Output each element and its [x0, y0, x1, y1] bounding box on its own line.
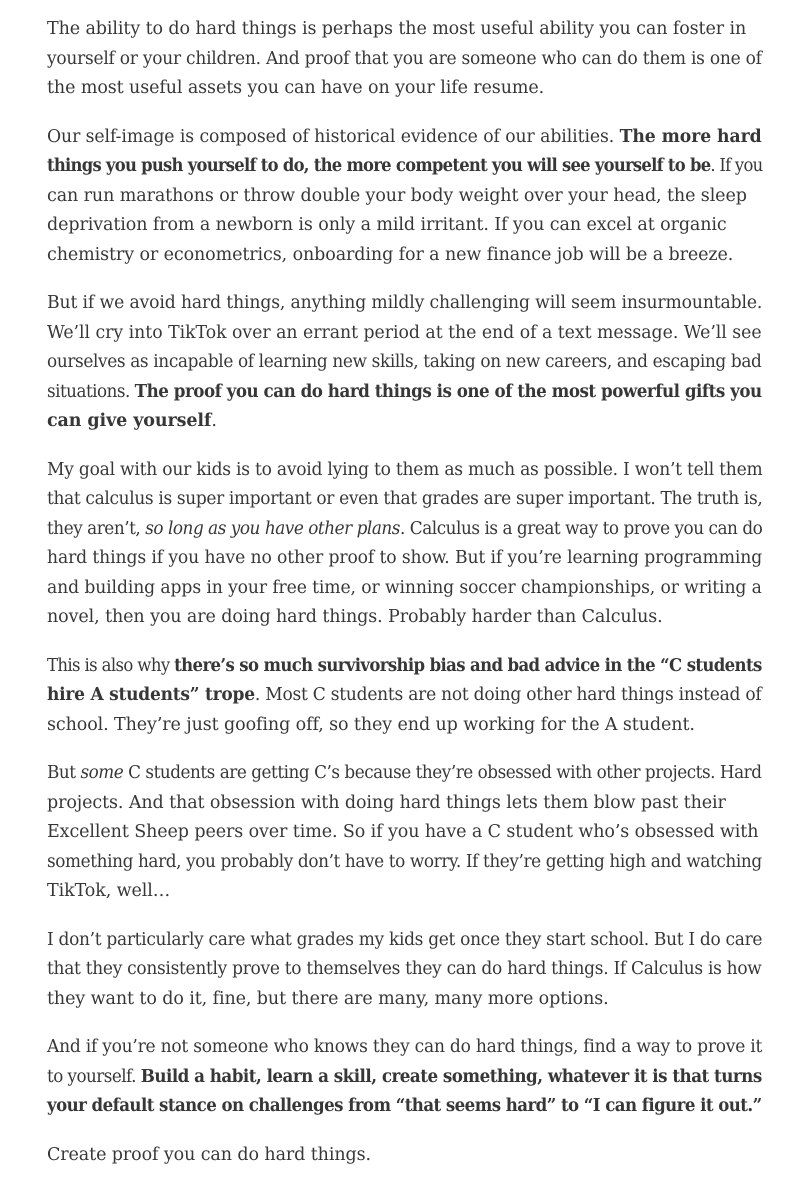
bold-text: The more hard	[619, 126, 762, 147]
text-line	[47, 515, 763, 545]
text-line: Excellent Sheep peers over time. So if you have a C student who’s obsessed with	[47, 822, 759, 842]
text-line: chemistry or econometrics, onboarding for a new finance job will be a breeze.	[47, 244, 734, 265]
paragraph-8	[47, 1033, 762, 1122]
text-line: the most useful assets you can have on your life resume.	[47, 78, 545, 98]
bold-text: there’s so much survivorship bias and bad advice in the “C students	[174, 655, 762, 676]
text-line: that calculus is super important or even that grades are super important. The truth is,	[47, 489, 763, 509]
italic-text: so long as you have other plans	[145, 518, 400, 539]
paragraph-6	[47, 759, 762, 907]
text-line	[47, 681, 762, 711]
paragraph-2	[47, 123, 762, 271]
text-line	[47, 652, 762, 682]
paragraph-5	[47, 652, 762, 741]
text-line	[47, 407, 762, 437]
text-span: to yourself.	[47, 1066, 141, 1087]
paragraph-1	[47, 15, 762, 104]
text-line	[47, 123, 762, 153]
text-span: situations.	[47, 381, 135, 402]
text-line: deprivation from a newborn is only a mild irritant. If you can excel at organic	[47, 215, 727, 235]
text-span: But	[47, 763, 81, 783]
text-span: .	[211, 411, 217, 431]
text-line: ourselves as incapable of learning new skills, taking on new careers, and escaping bad	[47, 352, 762, 372]
paragraph-7	[47, 926, 762, 1015]
bold-text: your default stance on challenges from “that seems hard” to “I can figure it out.”	[47, 1096, 762, 1116]
text-line: something hard, you probably don’t have to worry. If they’re getting high and watching	[47, 851, 762, 872]
text-line	[47, 1092, 762, 1122]
text-line: We’ll cry into TikTok over an errant period at the end of a text message. We’ll see	[47, 322, 762, 343]
text-line: yourself or your children. And proof that you are someone who can do them is one of	[47, 48, 762, 69]
text-line	[47, 1063, 762, 1093]
text-line: And if you’re not someone who knows they can do hard things, find a way to prove it	[47, 1037, 763, 1057]
text-line: that they consistently prove to themselves they can do hard things. If Calculus is how	[47, 959, 762, 979]
text-line: My goal with our kids is to avoid lying to them as much as possible. I won’t tell them	[47, 459, 763, 480]
article-body	[47, 15, 762, 1189]
text-line: The ability to do hard things is perhaps the most useful ability you can foster in	[47, 19, 747, 39]
text-line: Create proof you can do hard things.	[47, 1144, 371, 1165]
bold-text: hire A students” trope	[47, 685, 255, 705]
text-line: hard things if you have no other proof to show. But if you’re learning programming	[47, 548, 763, 568]
text-line	[47, 378, 762, 408]
text-line: But if we avoid hard things, anything mildly challenging will seem insurmountable.	[47, 293, 763, 313]
text-line	[47, 152, 763, 182]
text-line: can run marathons or throw double your body weight over your head, the sleep	[47, 185, 747, 206]
text-line: school. They’re just goofing off, so they end up working for the A student.	[47, 714, 695, 735]
text-span: . Most C students are not doing other hard things instead of	[254, 685, 762, 705]
paragraph-4	[47, 456, 762, 633]
bold-text: Build a habit, learn a skill, create something, whatever it is that turns	[140, 1066, 762, 1087]
text-span: . Calculus is a great way to prove you can do	[399, 518, 763, 539]
paragraph-3	[47, 289, 762, 437]
text-span: Our self-image is composed of historical evidence of our abilities.	[47, 126, 620, 147]
paragraph-9	[47, 1141, 762, 1171]
text-span: . If you	[710, 156, 763, 176]
text-span: C students are getting C’s because they’re obsessed with other projects. Hard	[123, 763, 762, 783]
text-line: I don’t particularly care what grades my kids get once they start school. But I do care	[47, 929, 763, 950]
bold-text: The proof you can do hard things is one of the most powerful gifts you	[134, 381, 762, 402]
text-span: they aren’t,	[47, 518, 146, 539]
text-span: This is also why	[47, 655, 175, 676]
bold-text: can give yourself	[47, 411, 212, 431]
text-line: novel, then you are doing hard things. Probably harder than Calculus.	[47, 607, 663, 627]
text-line: they want to do it, fine, but there are many, many more options.	[47, 988, 609, 1009]
italic-text: some	[80, 763, 124, 783]
text-line: and building apps in your free time, or winning soccer championships, or writing a	[47, 577, 762, 598]
text-line: projects. And that obsession with doing hard things lets them blow past their	[47, 792, 726, 813]
text-line: TikTok, well…	[47, 881, 171, 901]
bold-text: things you push yourself to do, the more competent you will see yourself to be	[47, 156, 711, 176]
text-line	[47, 759, 762, 789]
